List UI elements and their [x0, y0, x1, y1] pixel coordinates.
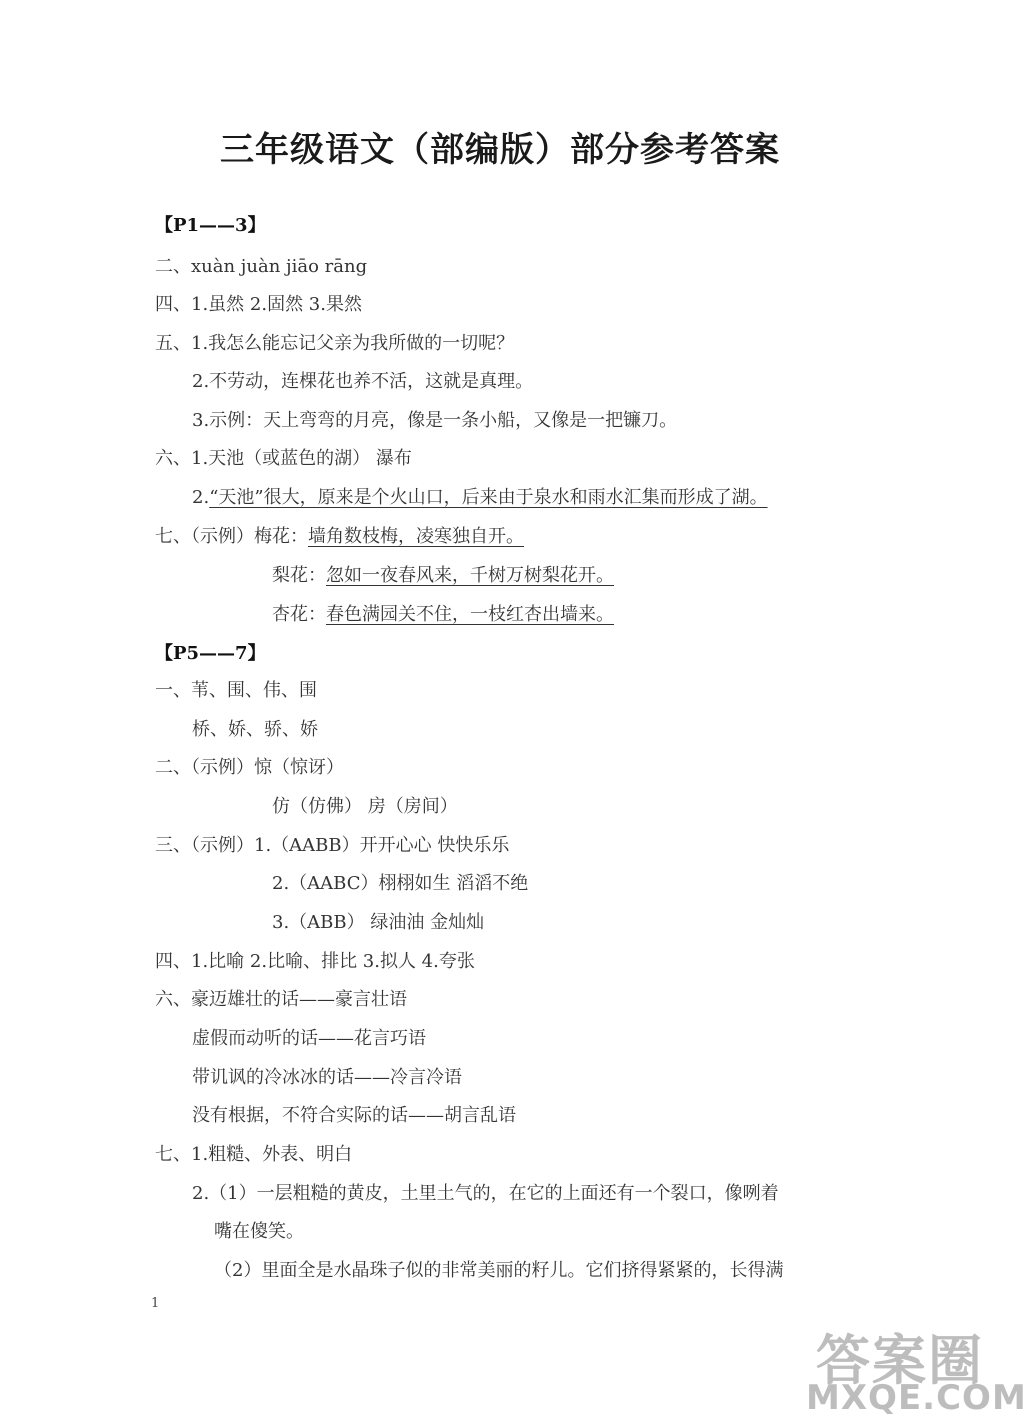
underlined-answer: 忽如一夜春风来，千树万树梨花开。 [326, 565, 614, 586]
answer-line: 带讥讽的冷冰冰的话——冷言冷语 [192, 1067, 462, 1088]
page-number: 1 [151, 1296, 160, 1311]
answer-label: 七、（示例）梅花： [155, 526, 308, 547]
answer-line: 七、1.粗糙、外表、明白 [155, 1144, 353, 1165]
underlined-answer: “天池”很大，原来是个火山口，后来由于泉水和雨水汇集而形成了湖。 [209, 487, 768, 508]
answer-line [192, 486, 768, 510]
answer-line: 五、1.我怎么能忘记父亲为我所做的一切呢？ [155, 333, 515, 354]
answer-number: 2. [192, 487, 210, 508]
answer-line: 桥、娇、骄、娇 [192, 719, 318, 740]
answer-line: 2.（AABC）栩栩如生 滔滔不绝 [272, 873, 529, 894]
section-header-p5-7: 【P5——7】 [155, 643, 266, 664]
watermark-site: MXQE.COM [806, 1378, 1027, 1418]
watermark-logo-text: 答案圈 [816, 1329, 984, 1392]
answer-line: 三、（示例）1.（AABB）开开心心 快快乐乐 [155, 835, 510, 856]
answer-line: 没有根据，不符合实际的话——胡言乱语 [192, 1105, 516, 1126]
answer-line: 一、苇、围、伟、围 [155, 680, 317, 701]
answer-line: 虚假而动听的话——花言巧语 [192, 1028, 426, 1049]
answer-line: 四、1.比喻 2.比喻、排比 3.拟人 4.夸张 [155, 951, 475, 972]
watermark [800, 1318, 1027, 1418]
page-title: 三年级语文（部编版）部分参考答案 [220, 130, 780, 170]
answer-line: （2）里面全是水晶珠子似的非常美丽的籽儿。它们挤得紧紧的，长得满 [214, 1260, 784, 1281]
answer-line [155, 525, 524, 549]
answer-line: 六、1.天池（或蓝色的湖） 瀑布 [155, 448, 412, 469]
answer-line: 嘴在傻笑。 [214, 1221, 304, 1242]
answer-line: 四、1.虽然 2.固然 3.果然 [155, 294, 362, 315]
answer-line: 六、豪迈雄壮的话——豪言壮语 [155, 989, 407, 1010]
answer-line: 3.示例：天上弯弯的月亮，像是一条小船，又像是一把镰刀。 [192, 410, 678, 431]
answer-line: 3.（ABB） 绿油油 金灿灿 [272, 912, 485, 933]
answer-label: 梨花： [272, 565, 326, 586]
underlined-answer: 春色满园关不住，一枝红杏出墙来。 [326, 604, 614, 625]
answer-line: 二、（示例）惊（惊讶） [155, 757, 344, 778]
answer-line: 2.不劳动，连棵花也养不活，这就是真理。 [192, 371, 534, 392]
answer-line: 仿（仿佛） 房（房间） [272, 796, 458, 817]
answer-line [272, 564, 614, 588]
section-header-p1-3: 【P1——3】 [155, 215, 266, 236]
answer-line: 2.（1）一层粗糙的黄皮，土里土气的，在它的上面还有一个裂口，像咧着 [192, 1183, 779, 1204]
underlined-answer: 墙角数枝梅，凌寒独自开。 [308, 526, 524, 547]
answer-line: 二、xuàn juàn jiāo rāng [155, 256, 368, 277]
answer-line [272, 603, 614, 627]
answer-label: 杏花： [272, 604, 326, 625]
